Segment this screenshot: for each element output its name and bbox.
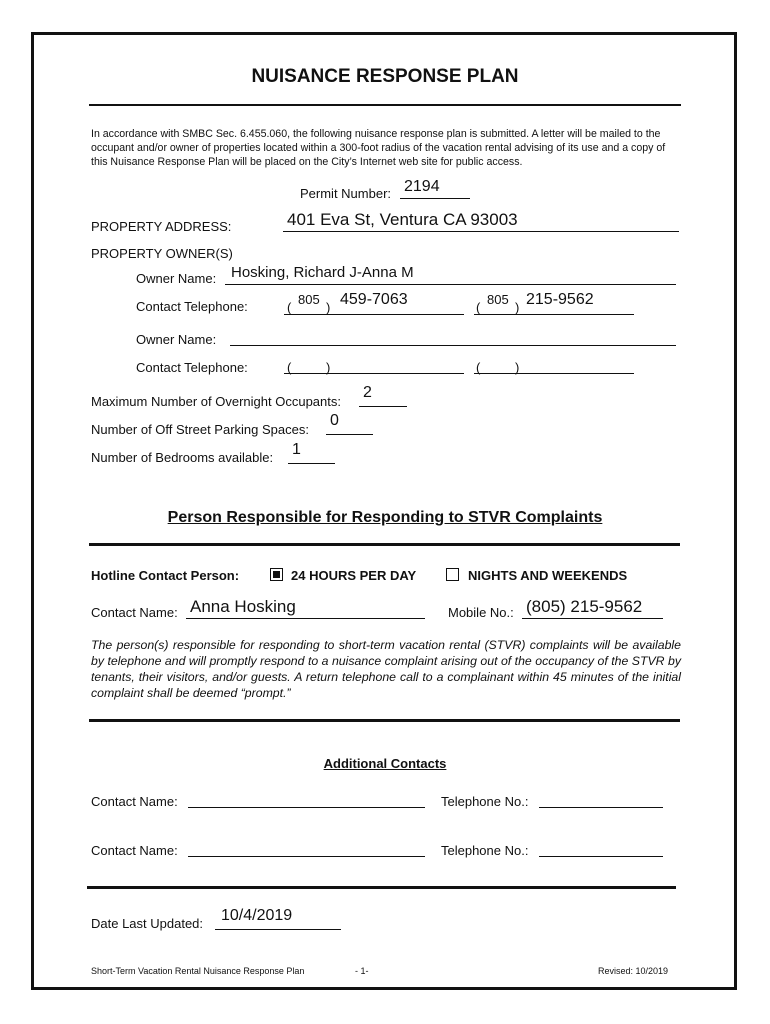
mobile-number-label: Mobile No.: [448,605,514,620]
parking-spaces-value[interactable]: 0 [330,412,339,429]
responsibility-paragraph: The person(s) responsible for responding to short-term vacation rental (STVR) complaints will be available by telephone and will promptly respond to a nuisance complaint arising out of the occupancy of the STVR by tenants, their visitors, and/or guests. A return telephone call to a complainant within 45 minutes of the initial complaint shall be deemed “prompt.” [91,638,681,700]
phone1-paren-close: ) [326,300,331,315]
contact-name-label: Contact Name: [91,605,178,620]
additional-telephone1-line[interactable] [539,807,663,808]
permit-number-line [400,198,470,199]
phone2-paren-close: ) [515,300,520,315]
option-nights-weekends-label: NIGHTS AND WEEKENDS [468,568,628,583]
owner-name-label: Owner Name: [136,271,217,286]
max-occupants-label: Maximum Number of Overnight Occupants: [91,394,341,409]
owner2-phone2-paren-open: ( [476,360,481,375]
property-owners-heading: PROPERTY OWNER(S) [91,246,233,261]
phone1-line [284,314,464,315]
additional-telephone2-line[interactable] [539,856,663,857]
max-occupants-line [359,406,407,407]
parking-spaces-line [326,434,373,435]
intro-paragraph: In accordance with SMBC Sec. 6.455.060, the following nuisance response plan is submitted. A letter will be mailed to the occupant and/or owner of properties located within a 300-foot radius of the vacation rental advising of its use and a copy of this Nuisance Response Plan will be placed on the City’s Internet web site for public access. [91,128,666,168]
responsible-section-title: Person Responsible for Responding to STVR Complaints [167,509,603,526]
additional-contact1-label: Contact Name: [91,794,178,809]
owner-name-line [225,284,676,285]
bedrooms-label: Number of Bedrooms available: [91,450,274,465]
date-updated-label: Date Last Updated: [91,916,204,931]
hotline-contact-label: Hotline Contact Person: [91,568,240,583]
owner2-phone2-line[interactable] [474,373,634,374]
phone1-paren-open: ( [287,300,292,315]
date-updated-value[interactable]: 10/4/2019 [221,907,293,924]
checkbox-nights-weekends[interactable] [446,568,459,581]
option-24-hours-label: 24 HOURS PER DAY [291,568,417,583]
page-title: NUISANCE RESPONSE PLAN [251,66,519,87]
contact-telephone-label: Contact Telephone: [136,299,248,314]
footer-page-number: - 1- [355,966,369,976]
phone2-line [474,314,634,315]
permit-number-value[interactable]: 2194 [404,178,440,195]
footer-document-title: Short-Term Vacation Rental Nuisance Response Plan [91,966,305,976]
owner2-phone1-paren-open: ( [287,360,292,375]
mobile-number-value[interactable]: (805) 215-9562 [526,597,643,616]
additional-divider [87,886,676,889]
phone2-area-code[interactable]: 805 [487,292,509,307]
additional-telephone2-label: Telephone No.: [441,843,529,858]
owner2-name-line[interactable] [230,345,676,346]
responsible-divider [89,543,680,546]
bedrooms-line [288,463,335,464]
mobile-number-line [522,618,663,619]
paragraph-divider [89,719,680,722]
additional-contact2-line[interactable] [188,856,425,857]
additional-contact1-line[interactable] [188,807,425,808]
phone1-number[interactable]: 459-7063 [340,291,408,308]
phone2-paren-open: ( [476,300,481,315]
phone1-area-code[interactable]: 805 [298,292,320,307]
additional-telephone1-label: Telephone No.: [441,794,529,809]
permit-number-label: Permit Number: [300,186,392,201]
owner2-name-label: Owner Name: [136,332,217,347]
additional-contacts-title: Additional Contacts [323,756,447,771]
footer-revised-date: Revised: 10/2019 [598,966,669,976]
title-divider [89,104,681,106]
phone2-number[interactable]: 215-9562 [526,291,594,308]
owner-name-value[interactable]: Hosking, Richard J-Anna M [231,264,414,281]
property-address-label: PROPERTY ADDRESS: [91,219,232,234]
owner2-phone1-paren-close: ) [326,360,331,375]
owner2-telephone-label: Contact Telephone: [136,360,248,375]
contact-name-line [186,618,425,619]
max-occupants-value[interactable]: 2 [363,384,372,401]
bedrooms-value[interactable]: 1 [292,441,301,458]
property-address-line [283,231,679,232]
owner2-phone2-paren-close: ) [515,360,520,375]
parking-spaces-label: Number of Off Street Parking Spaces: [91,422,309,437]
property-address-value[interactable]: 401 Eva St, Ventura CA 93003 [287,210,518,229]
contact-name-value[interactable]: Anna Hosking [190,597,296,616]
checkbox-24-hours[interactable] [270,568,283,581]
date-updated-line [215,929,341,930]
additional-contact2-label: Contact Name: [91,843,178,858]
owner2-phone1-line[interactable] [284,373,464,374]
